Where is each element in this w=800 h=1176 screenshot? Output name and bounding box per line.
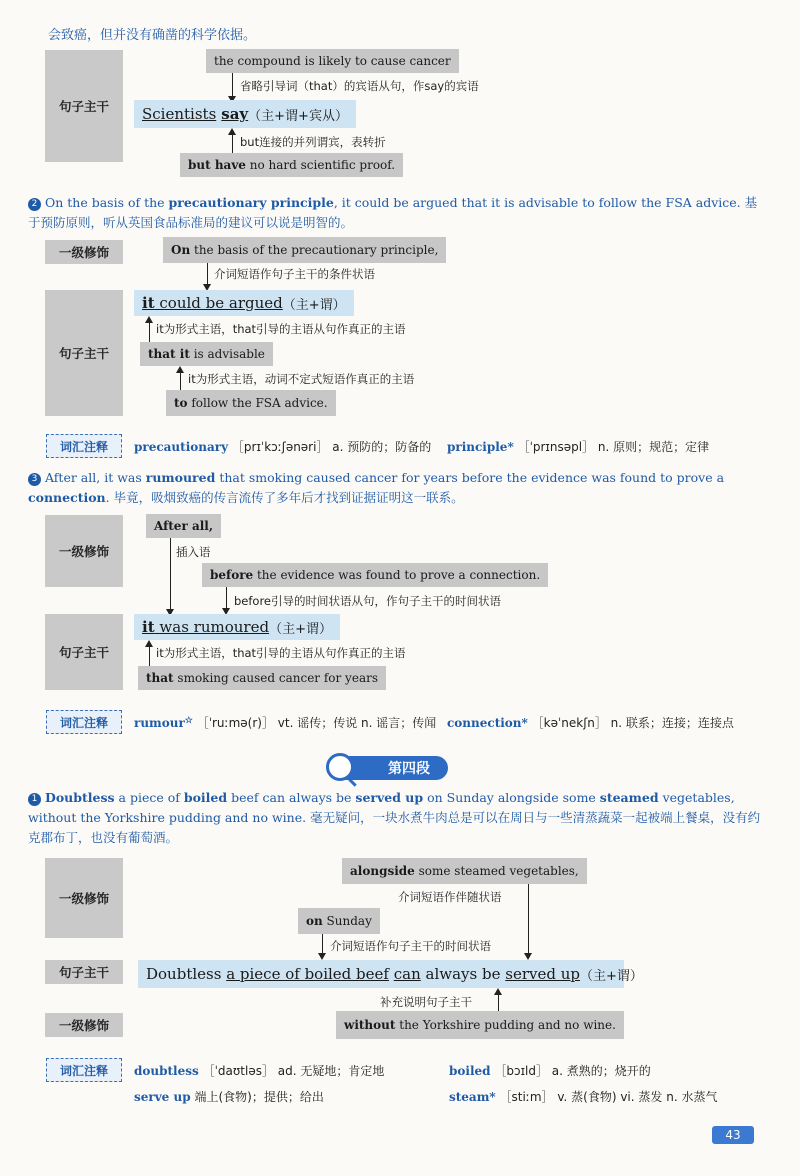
text: a piece of — [114, 790, 184, 805]
box-text: no hard scientific proof. — [245, 158, 396, 172]
main-clause-box — [134, 100, 356, 128]
text: , it could be argued that it is advisable to follow the FSA advice. — [333, 195, 741, 210]
insert-note: 插入语 — [176, 545, 211, 559]
vocab-definition: ［bɔɪld］ a. 煮熟的；烧开的 — [494, 1064, 651, 1078]
arrow-head-up — [176, 366, 184, 373]
box-text: the Yorkshire pudding and no wine. — [395, 1018, 616, 1032]
main-subject: it — [142, 294, 155, 312]
supplement-note: 补充说明句子主干 — [380, 995, 472, 1009]
alongside-box — [342, 858, 587, 884]
first-modifier-label: 一级修饰 — [45, 858, 123, 938]
text: beef can always be — [227, 790, 356, 805]
first-modifier-label: 一级修饰 — [45, 240, 123, 264]
text: After all, it was — [45, 470, 146, 485]
vocab-word: doubtless — [134, 1064, 199, 1078]
sentence-3 — [28, 468, 768, 508]
main-clause-label: 句子主干 — [45, 50, 123, 162]
main-clause-box — [134, 614, 340, 640]
text-bold: precautionary principle — [168, 195, 334, 210]
without-box — [336, 1011, 624, 1039]
main-text: always be — [420, 965, 506, 983]
section-title: 第四段 — [330, 756, 448, 780]
vocab-entry — [134, 1088, 324, 1105]
that-it-box — [140, 342, 273, 366]
box-bold-text: before — [210, 568, 254, 582]
sentence-number: 3 — [28, 473, 41, 486]
formal-subject-note: it为形式主语，that引导的主语从句作真正的主语 — [156, 646, 406, 660]
vocab-tag: 词汇注释 — [46, 710, 122, 734]
translation: 毕竟，吸烟致癌的传言流传了多年后才找到证据证明这一联系。 — [113, 490, 464, 505]
text: on Sunday alongside some — [423, 790, 600, 805]
text-bold: steamed — [599, 790, 659, 805]
vocab-tag: 词汇注释 — [46, 434, 122, 458]
main-clause-box — [138, 960, 643, 988]
box-text: the evidence was found to prove a connection. — [253, 568, 541, 582]
formal-subject-note: it为形式主语，that引导的主语从句作真正的主语 — [156, 322, 406, 336]
after-all-box: After all, — [146, 514, 221, 538]
magnifier-icon — [326, 753, 354, 781]
box-bold-text: but have — [188, 158, 246, 172]
text-bold: rumoured — [145, 470, 216, 485]
main-clause-label: 句子主干 — [45, 960, 123, 984]
main-subject: Scientists — [142, 105, 217, 123]
box-text: is advisable — [189, 347, 265, 361]
that-clause-box — [138, 666, 386, 690]
vocab-entry — [449, 1088, 717, 1105]
box-bold-text: alongside — [350, 864, 415, 878]
main-modal: can — [393, 965, 421, 983]
vocab-word: connection — [447, 716, 522, 730]
arrow-head-up — [228, 128, 236, 135]
arrow-line — [170, 538, 171, 610]
vocab-entry — [447, 714, 734, 731]
modifier-box — [163, 237, 446, 263]
main-verb: was rumoured — [154, 618, 270, 636]
coordinate-note: but连接的并列谓宾，表转折 — [240, 135, 386, 149]
vocab-definition: ［ˈprɪnsəpl］ n. 原则；规范；定律 — [517, 440, 710, 454]
vocab-word: steam — [449, 1090, 490, 1104]
vocab-star: * — [521, 716, 528, 730]
alongside-note: 介词短语作伴随状语 — [398, 890, 502, 904]
before-clause-box — [202, 563, 548, 587]
main-verb: could be argued — [154, 294, 283, 312]
main-clause-label: 句子主干 — [45, 614, 123, 690]
arrow-head-up — [494, 988, 502, 995]
infinitive-note: it为形式主语，动词不定式短语作真正的主语 — [188, 372, 415, 386]
main-subject: a piece of boiled beef — [226, 965, 389, 983]
text: vegetables, without the Yorkshire pudding and no wine. — [28, 790, 735, 825]
modifier-note: 介词短语作句子主干的条件状语 — [214, 267, 375, 281]
arrow-head-down — [524, 953, 532, 960]
vocab-word: principle — [447, 440, 508, 454]
arrow-head-up — [145, 640, 153, 647]
vocab-star: * — [489, 1090, 496, 1104]
arrow-line — [232, 132, 233, 154]
vocab-star: ☆ — [184, 716, 193, 726]
box-text: smoking caused cancer for years — [173, 671, 378, 685]
vocab-definition: ［ˈdaʊtləs］ ad. 无疑地；肯定地 — [202, 1064, 385, 1078]
infinitive-box — [166, 390, 336, 416]
main-subject: it — [142, 618, 155, 636]
vocab-definition: ［stiːm］ v. 蒸(食物) vi. 蒸发 n. 水蒸气 — [499, 1090, 718, 1104]
before-clause-note: before引导的时间状语从句，作句子主干的时间状语 — [234, 594, 502, 608]
sentence-2 — [28, 193, 768, 233]
sentence-number: 1 — [28, 793, 41, 806]
top-line: 会致癌，但并没有确凿的科学依据。 — [48, 28, 257, 43]
vocab-tag: 词汇注释 — [46, 1058, 122, 1082]
arrow-line — [232, 73, 233, 97]
translation: 毫无疑问，一块水煮牛肉总是可以在周日与一些清蒸蔬菜一起被端上餐桌，没有约克郡布丁，也没有葡萄酒。 — [28, 810, 761, 845]
box-text: some steamed vegetables, — [414, 864, 579, 878]
on-sunday-note: 介词短语作句子主干的时间状语 — [330, 939, 491, 953]
main-clause-box — [134, 290, 354, 316]
vocab-definition: ［prɪˈkɔːʃənəri］ a. 预防的；防备的 — [231, 440, 432, 454]
vocab-star: * — [507, 440, 514, 454]
vocab-word: precautionary — [134, 440, 229, 454]
vocab-definition: ［ˈruːmə(r)］ vt. 谣传；传说 n. 谣言；传闻 — [196, 716, 437, 730]
first-modifier-label: 一级修饰 — [45, 1013, 123, 1037]
sentence-4 — [28, 788, 768, 848]
box-text: follow the FSA advice. — [187, 396, 328, 410]
vocab-entry — [449, 1062, 651, 1079]
arrow-head-down — [318, 953, 326, 960]
box-text: Sunday — [322, 914, 372, 928]
arrow-line — [207, 263, 208, 285]
text-bold: connection — [28, 490, 106, 505]
main-structure-tag: （主+谓） — [579, 968, 643, 984]
main-clause-label: 句子主干 — [45, 290, 123, 416]
vocab-word: serve up — [134, 1090, 191, 1104]
main-structure-tag: （主+谓） — [282, 297, 346, 313]
box-bold-text: that it — [148, 347, 190, 361]
vocab-word: rumour — [134, 716, 185, 730]
main-adverb: Doubtless — [146, 965, 227, 983]
text: On the basis of the — [45, 195, 169, 210]
arrow-line — [322, 934, 323, 954]
text-bold: Doubtless — [45, 790, 115, 805]
text: . — [105, 490, 110, 505]
box-bold-text: that — [146, 671, 174, 685]
object-clause-note: 省略引导词（that）的宾语从句，作say的宾语 — [240, 79, 479, 93]
first-modifier-label: 一级修饰 — [45, 515, 123, 587]
text: that smoking caused cancer for years before the evidence was found to prove a — [215, 470, 725, 485]
page-number: 43 — [712, 1126, 754, 1144]
vocab-entry — [447, 438, 709, 455]
vocab-definition: ［kəˈnekʃn］ n. 联系；连接；连接点 — [531, 716, 734, 730]
box-bold-text: on — [306, 914, 323, 928]
box-bold-text: to — [174, 396, 188, 410]
box-bold-text: On — [171, 243, 191, 257]
arrow-line — [226, 587, 227, 609]
text-bold: served up — [355, 790, 424, 805]
but-have-box — [180, 153, 403, 177]
vocab-definition: 端上(食物)；提供；给出 — [194, 1090, 324, 1104]
main-verb: say — [221, 105, 249, 123]
main-verb: served up — [505, 965, 580, 983]
vocab-word: boiled — [449, 1064, 491, 1078]
translation: 基于预防原则，听从英国食品标准局的建议可以说是明智的。 — [28, 195, 758, 230]
on-sunday-box — [298, 908, 380, 934]
vocab-entry — [134, 1062, 384, 1079]
box-text: the basis of the precautionary principle, — [190, 243, 439, 257]
text-bold: boiled — [183, 790, 228, 805]
arrow-head-up — [145, 316, 153, 323]
vocab-entry — [134, 714, 436, 731]
object-clause-box: the compound is likely to cause cancer — [206, 49, 459, 73]
box-bold-text: without — [344, 1018, 396, 1032]
sentence-number: 2 — [28, 198, 41, 211]
arrow-line — [528, 884, 529, 954]
vocab-entry — [134, 438, 431, 455]
main-structure-tag: （主+谓+宾从） — [248, 108, 348, 124]
main-structure-tag: （主+谓） — [269, 621, 332, 637]
